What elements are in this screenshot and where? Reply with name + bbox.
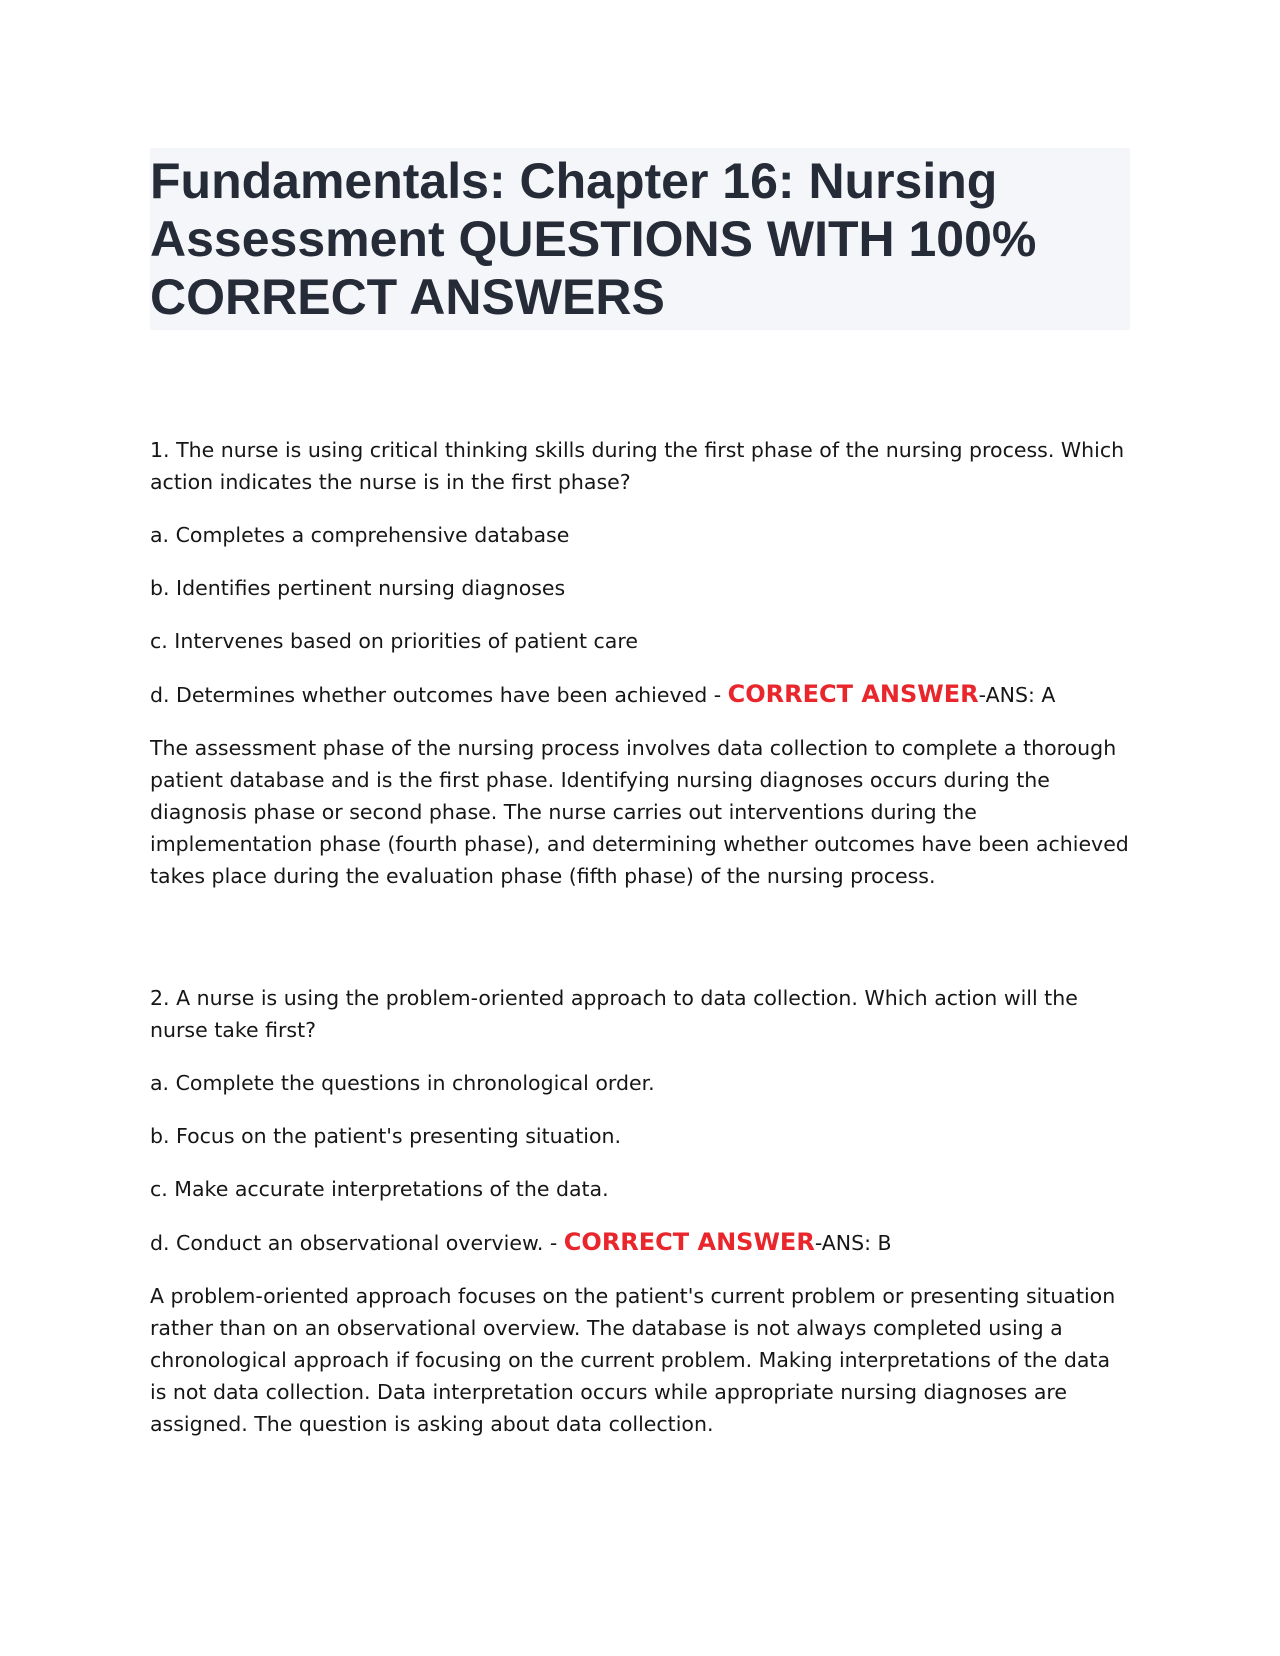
- question-2-answer: -ANS: B: [814, 1231, 892, 1255]
- question-1-answer: -ANS: A: [978, 683, 1056, 707]
- question-1-option-b: b. Identifies pertinent nursing diagnoses: [150, 576, 566, 600]
- document-page: [150, 148, 1130, 1440]
- question-list: [150, 434, 1130, 1440]
- title-block: [150, 148, 1130, 330]
- question-2-option-d: [150, 1226, 1130, 1259]
- question-2-option-a: a. Complete the questions in chronological order.: [150, 1071, 655, 1095]
- question-2-option-b: b. Focus on the patient's presenting situation.: [150, 1124, 621, 1148]
- question-2-explanation: A problem-oriented approach focuses on the patient's current problem or presenting situation rather than on an observational overview. The database is not always completed using a chronological approach if focusing on the current problem. Making interpretations of the data is not data collection. Data interpretation occurs while appropriate nursing diagnoses are assigned. The question is asking about data collection.: [150, 1284, 1116, 1436]
- question-1-option-d-text: d. Determines whether outcomes have been achieved -: [150, 683, 728, 707]
- question-1-option-d: [150, 678, 1130, 711]
- document-title: Fundamentals: Chapter 16: Nursing Assessment QUESTIONS WITH 100% CORRECT ANSWERS: [150, 153, 1037, 325]
- question-2-option-c: c. Make accurate interpretations of the data.: [150, 1177, 609, 1201]
- question-1-explanation: The assessment phase of the nursing process involves data collection to complete a thorough patient database and is the first phase. Identifying nursing diagnoses occurs during the diagnosis phase or second phase. The nurse carries out interventions during the implementation phase (fourth phase), and determining whether outcomes have been achieved takes place during the evaluation phase (fifth phase) of the nursing process.: [150, 736, 1129, 888]
- question-2: [150, 982, 1130, 1440]
- correct-answer-label: CORRECT ANSWER: [727, 680, 979, 708]
- question-2-text: 2. A nurse is using the problem-oriented approach to data collection. Which action will the nurse take first?: [150, 986, 1078, 1042]
- question-1-option-c: c. Intervenes based on priorities of patient care: [150, 629, 638, 653]
- question-separator: [150, 892, 1130, 982]
- question-2-option-d-text: d. Conduct an observational overview. -: [150, 1231, 564, 1255]
- question-1-text: 1. The nurse is using critical thinking skills during the first phase of the nursing process. Which action indicates the nurse is in the first phase?: [150, 438, 1125, 494]
- question-1-option-a: a. Completes a comprehensive database: [150, 523, 570, 547]
- question-1: [150, 434, 1130, 892]
- correct-answer-label: CORRECT ANSWER: [563, 1228, 815, 1256]
